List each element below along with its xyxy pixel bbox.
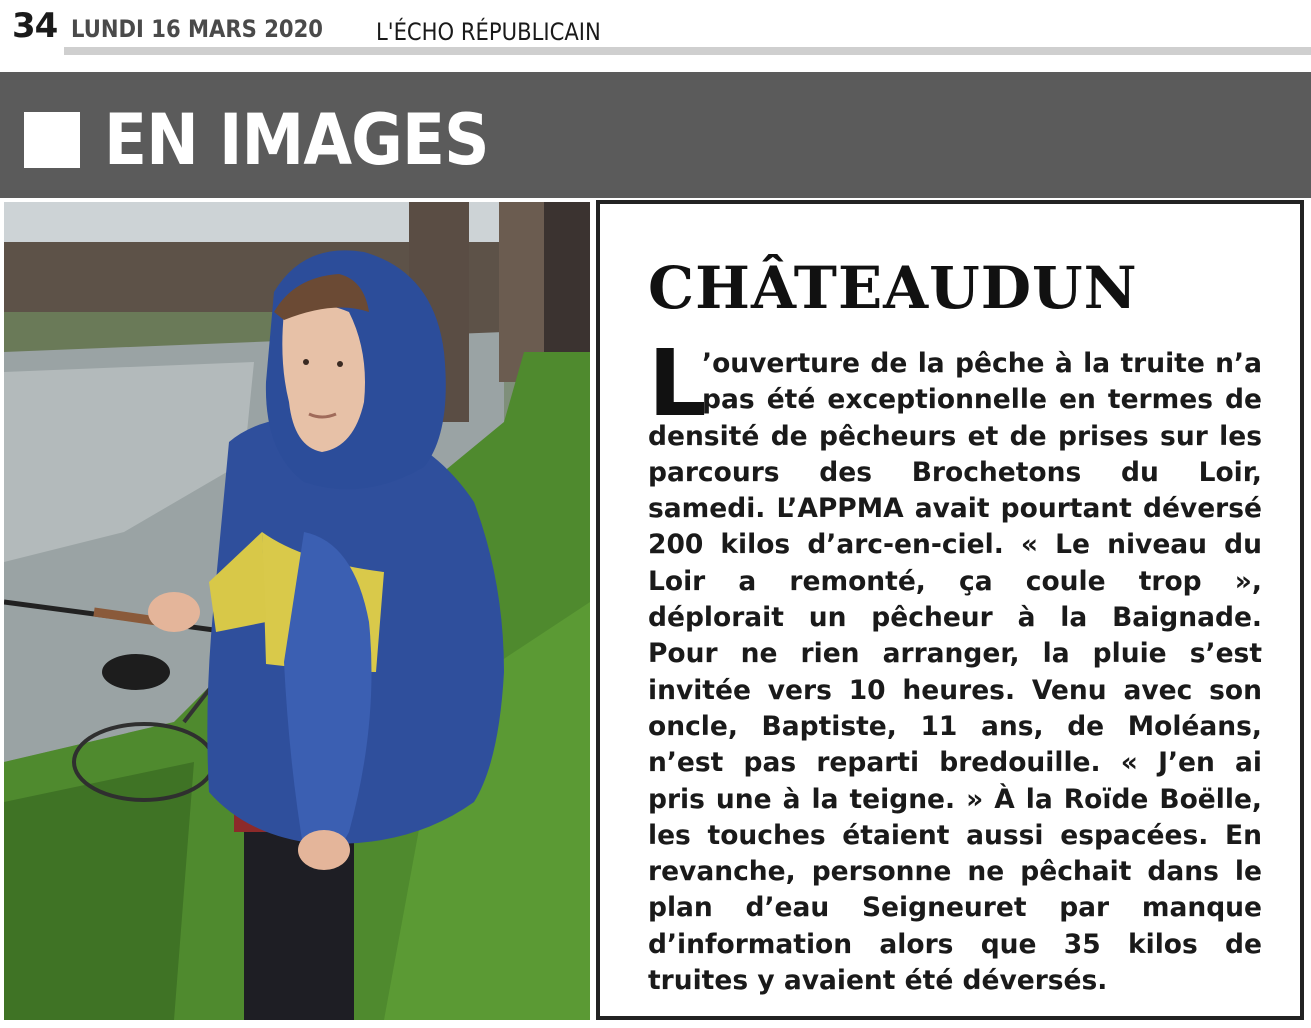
dropcap-indent (648, 346, 702, 414)
article-place-title: CHÂTEAUDUN (648, 254, 1138, 322)
section-band (0, 72, 1311, 198)
article-body (648, 330, 1262, 999)
newspaper-name: L'ÉCHO RÉPUBLICAIN (376, 18, 601, 46)
boy-fishing-photo (4, 202, 590, 1020)
folio (12, 6, 601, 46)
section-title: EN IMAGES (104, 99, 489, 181)
issue-date: LUNDI 16 MARS 2020 (71, 15, 324, 43)
page-number: 34 (12, 6, 58, 46)
article-box (596, 200, 1304, 1020)
folio-rule (64, 47, 1311, 55)
section-square-icon (24, 112, 80, 168)
drop-cap: L (648, 330, 707, 437)
article-photo (4, 202, 590, 1020)
article-text: ’ouverture de la pêche à la truite n’a pas été exceptionnelle en termes de densité de pêcheurs et de prises sur les parcours des Brochetons du Loir, samedi. L’APPMA avait pourtant déversé 200 kilos d’arc-en-ciel. « Le niveau du Loir a remonté, ça coule trop », déplorait un pêcheur à la Baignade. Pour ne rien arranger, la pluie s’est invitée vers 10 heures. Venu avec son oncle, Baptiste, 11 ans, de Moléans, n’est pas reparti bredouille. « J’en ai pris une à la teigne. » À la Roïde Boëlle, les touches étaient aussi espacées. En revanche, personne ne pêchait dans le plan d’eau Seigneuret par manque d’information alors que 35 kilos de truites y avaient été déversés. (648, 348, 1262, 997)
